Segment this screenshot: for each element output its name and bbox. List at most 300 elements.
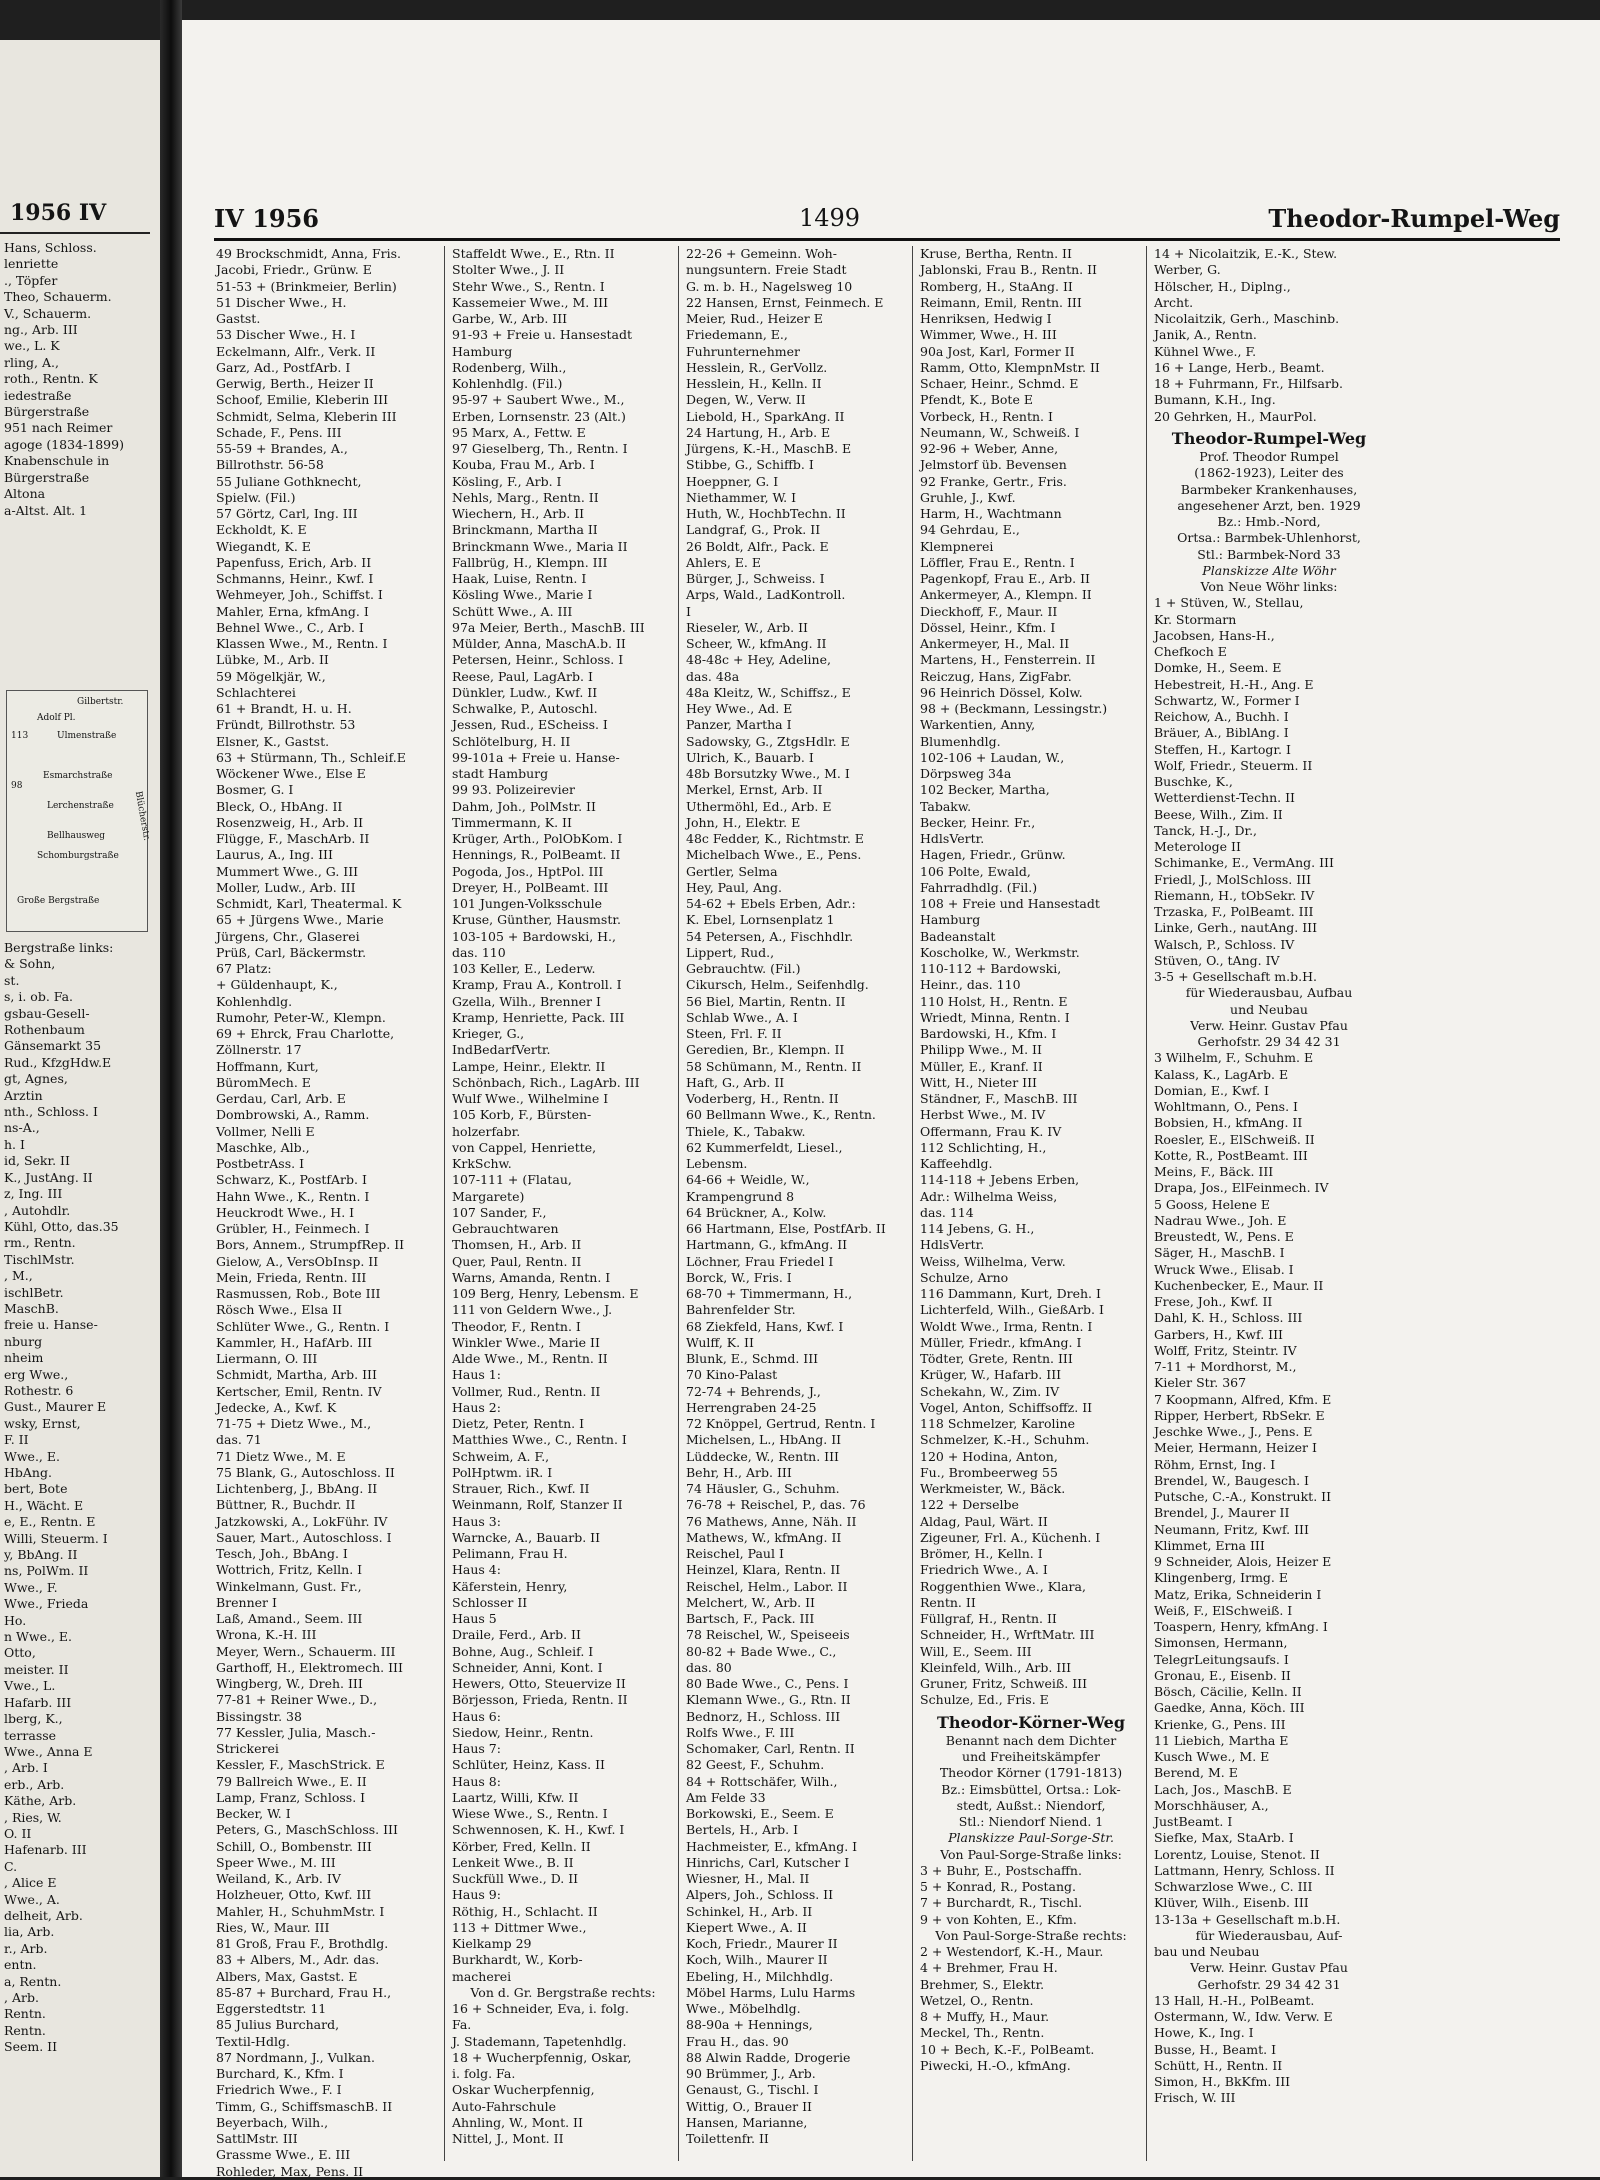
entry-line: Ebeling, H., Milchhdlg. <box>686 1968 834 1984</box>
entry-line: 62 Kummerfeldt, Liesel., <box>686 1139 843 1155</box>
entry-line: Reischel, Helm., Labor. II <box>686 1578 848 1594</box>
entry-line: r., Arb. <box>4 1940 48 1956</box>
entry-line: Domke, H., Seem. E <box>1154 660 1282 676</box>
map-label: Bellhausweg <box>47 831 106 841</box>
entry-line: 5 + Konrad, R., Postang. <box>920 1879 1077 1894</box>
entry-line: 105 Korb, F., Bürsten- <box>452 1107 592 1123</box>
entry-line: Reiczug, Hans, ZigFabr. <box>920 668 1072 684</box>
entry-line: entn. <box>4 1957 37 1973</box>
entry-line: Fu., Brombeerweg 55 <box>920 1464 1058 1480</box>
entry-line: , Ries, W. <box>4 1809 62 1825</box>
entry-line: 14 + Nicolaitzik, E.-K., Stew. <box>1154 246 1338 261</box>
entry-line: 101 Jungen-Volksschule <box>452 896 603 911</box>
entry-line: 51 Discher Wwe., H. <box>216 294 347 310</box>
entry-line: Schmanns, Heinr., Kwf. I <box>216 571 374 586</box>
entry-line: Ulrich, K., Bauarb. I <box>686 749 814 765</box>
entry-line: Liermann, O. III <box>216 1351 318 1366</box>
entry-line: 103 Keller, E., Lederw. <box>452 961 596 976</box>
entry-line: Roesler, E., ElSchweiß. II <box>1154 1131 1315 1147</box>
entry-line: Geredien, Br., Klempn. II <box>686 1042 845 1058</box>
entry-line: 22-26 + Gemeinn. Woh- <box>686 246 837 261</box>
entry-line: n Wwe., E. <box>4 1629 72 1645</box>
entry-line: iedestraße <box>4 387 72 403</box>
entry-line: Schwennosen, K. H., Kwf. I <box>452 1822 625 1838</box>
entry-line: Haft, G., Arb. II <box>686 1074 785 1090</box>
entry-line: Gruhle, J., Kwf. <box>920 489 1016 505</box>
entry-line: Philipp Wwe., M. II <box>920 1042 1042 1058</box>
entry-line: Neumann, W., Schweiß. I <box>920 424 1080 440</box>
entry-line: Chefkoch E <box>1154 644 1227 659</box>
entry-line: Schlab Wwe., A. I <box>686 1009 798 1025</box>
entry-line: Merkel, Ernst, Arb. II <box>686 782 823 798</box>
entry-line: Käferstein, Henry, <box>452 1578 568 1594</box>
entry-line: Löchner, Frau Friedel I <box>686 1253 834 1269</box>
entry-line: Lichterfeld, Wilh., GießArb. I <box>920 1302 1104 1318</box>
entry-line: Wöckener Wwe., Else E <box>216 766 366 781</box>
left-page-rule <box>0 232 150 234</box>
entry-line: 18 + Fuhrmann, Fr., Hilfsarb. <box>1154 376 1343 391</box>
entry-line: Schneider, H., WrftMatr. III <box>920 1627 1095 1643</box>
entry-line: Klassen Wwe., M., Rentn. I <box>216 636 388 651</box>
entry-line: Mülder, Anna, MaschA.b. II <box>452 636 626 651</box>
entry-line: Ankermeyer, A., Klempn. II <box>920 587 1092 603</box>
entry-line: O. II <box>4 1825 32 1841</box>
entry-line: 4 + Brehmer, Frau H. <box>920 1960 1058 1976</box>
entry-line: Garthoff, H., Elektromech. III <box>216 1659 403 1675</box>
entry-line: Toaspern, Henry, kfmAng. I <box>1154 1619 1328 1634</box>
entry-line: Käthe, Arb. <box>4 1793 77 1809</box>
entry-line: Friedrich Wwe., A. I <box>920 1562 1048 1578</box>
entry-line: Beese, Wilh., Zim. II <box>1154 806 1283 822</box>
entry-line: 74 Häusler, G., Schuhm. <box>686 1481 840 1496</box>
entry-line: Bz.: Hmb.-Nord, <box>1217 514 1321 529</box>
entry-line: Rolfs Wwe., F. III <box>686 1724 795 1740</box>
entry-line: Becker, Heinr. Fr., <box>920 814 1036 830</box>
entry-line: Garbe, W., Arb. III <box>452 311 568 326</box>
entry-line: Kruse, Bertha, Rentn. II <box>920 246 1072 261</box>
entry-line: Oskar Wucherpfennig, <box>452 2082 595 2098</box>
entry-line: 90a Jost, Karl, Former II <box>920 343 1075 359</box>
entry-line: 60 Bellmann Wwe., K., Rentn. <box>686 1107 876 1123</box>
entry-line: Gerdau, Carl, Arb. E <box>216 1091 346 1106</box>
entry-line: Gerwig, Berth., Heizer II <box>216 376 374 391</box>
entry-line: 71 Dietz Wwe., M. E <box>216 1448 346 1464</box>
page-number: 1499 <box>799 204 861 232</box>
entry-line: Röthig, H., Schlacht. II <box>452 1903 598 1919</box>
entry-line: Gust., Maurer E <box>4 1399 107 1415</box>
entry-line: Pelimann, Frau H. <box>452 1546 568 1561</box>
entry-line: Klüver, Wilh., Eisenb. III <box>1154 1895 1309 1911</box>
entry-line: Niethammer, W. I <box>686 489 797 505</box>
entry-line: 24 Hartung, H., Arb. E <box>686 424 831 440</box>
entry-line: terrasse <box>4 1727 57 1743</box>
entry-line: Herbst Wwe., M. IV <box>920 1107 1046 1123</box>
entry-line: Tabakw. <box>920 798 972 814</box>
entry-line: Margarete) <box>452 1188 525 1204</box>
entry-line: Kramp, Henriette, Pack. III <box>452 1009 625 1025</box>
entry-line: Stolter Wwe., J. II <box>452 262 565 278</box>
entry-line: Lüddecke, W., Rentn. III <box>686 1448 839 1464</box>
entry-line: Heinr., das. 110 <box>920 977 1021 993</box>
entry-line: Wingberg, W., Dreh. III <box>216 1676 363 1691</box>
entry-line: bert, Bote <box>4 1481 68 1497</box>
entry-line: 85 Julius Burchard, <box>216 2017 340 2033</box>
entry-line: Von Neue Wöhr links: <box>1200 579 1338 594</box>
entry-line: 76-78 + Reischel, P., das. 76 <box>686 1497 866 1513</box>
entry-line: nth., Schloss. I <box>4 1104 98 1120</box>
entry-line: Kotte, R., PostBeamt. III <box>1154 1147 1308 1163</box>
entry-line: Planskizze Alte Wöhr <box>1202 562 1336 578</box>
entry-line: Nehls, Marg., Rentn. II <box>452 489 599 505</box>
entry-line: Piwecki, H.-O., kfmAng. <box>920 2057 1071 2073</box>
entry-line: Grübler, H., Feinmech. I <box>216 1221 370 1236</box>
entry-line: , Alice E <box>4 1875 57 1891</box>
entry-line: Jürgens, K.-H., MaschB. E <box>686 441 852 456</box>
entry-line: Kohlenhdlg. <box>216 993 293 1009</box>
entry-line: Seem. II <box>4 2039 58 2055</box>
entry-line: 107 Sander, F., <box>452 1204 547 1220</box>
entry-line: Bürger, J., Schweiss. I <box>686 571 825 586</box>
entry-line: Bahrenfelder Str. <box>686 1302 796 1318</box>
entry-line: 113 + Dittmer Wwe., <box>452 1919 587 1935</box>
entry-line: 118 Schmelzer, Karoline <box>920 1416 1075 1431</box>
entry-line: Breustedt, W., Pens. E <box>1154 1229 1294 1244</box>
entry-line: Eggerstedtstr. 11 <box>216 2001 327 2016</box>
entry-line: Brendel, J., Maurer II <box>1154 1505 1290 1521</box>
entry-line: BüromMech. E <box>216 1074 311 1090</box>
entry-line: Simon, H., BkKfm. III <box>1154 2074 1291 2089</box>
entry-line: Wwe., A. <box>4 1891 60 1907</box>
entry-line: das. 80 <box>686 1659 732 1675</box>
entry-line: 116 Dammann, Kurt, Dreh. I <box>920 1286 1101 1301</box>
entry-line: ischlBetr. <box>4 1284 64 1300</box>
entry-line: Kieler Str. 367 <box>1154 1375 1247 1391</box>
entry-line: Altona <box>4 486 46 502</box>
entry-line: Pogoda, Jos., HptPol. III <box>452 863 604 879</box>
entry-line: Säger, H., MaschB. I <box>1154 1245 1285 1261</box>
entry-line: erb., Arb. <box>4 1776 65 1792</box>
entry-line: Jessen, Rud., EScheiss. I <box>452 717 608 733</box>
entry-line: 7 + Burchardt, R., Tischl. <box>920 1895 1083 1911</box>
entry-line: ns, PolWm. II <box>4 1563 89 1579</box>
entry-line: Ramm, Otto, KlempnMstr. II <box>920 359 1100 375</box>
entry-line: Nicolaitzik, Gerh., Maschinb. <box>1154 311 1340 326</box>
entry-line: ., Töpfer <box>4 272 58 288</box>
entry-line: Reichow, A., Buchh. I <box>1154 709 1289 724</box>
entry-line: 54-62 + Ebels Erben, Adr.: <box>686 896 856 911</box>
entry-line: Bumann, K.H., Ing. <box>1154 392 1276 408</box>
entry-line: , Arb. <box>4 1990 39 2005</box>
entry-line: Hahn Wwe., K., Rentn. I <box>216 1188 370 1204</box>
entry-line: 109 Berg, Henry, Lebensm. E <box>452 1286 639 1301</box>
entry-line: Büttner, R., Buchdr. II <box>216 1497 356 1513</box>
entry-line: 81 Groß, Frau F., Brothdlg. <box>216 1936 389 1951</box>
entry-line: Archt. <box>1154 294 1194 310</box>
entry-line: macherei <box>452 1968 512 1984</box>
entry-line: 90 Brümmer, J., Arb. <box>686 2066 816 2081</box>
entry-line: Degen, W., Verw. II <box>686 392 806 408</box>
entry-line: Hamburg <box>920 912 981 928</box>
entry-line: Auto-Fahrschule <box>452 2098 557 2114</box>
entry-line: Koch, Friedr., Maurer II <box>686 1936 838 1951</box>
entry-line: Ries, W., Maur. III <box>216 1919 330 1935</box>
entry-line: Gaedke, Anna, Köch. III <box>1154 1700 1305 1716</box>
entry-line: Beyerbach, Wilh., <box>216 2114 329 2130</box>
entry-line: 9 + von Kohten, E., Kfm. <box>920 1911 1077 1927</box>
entry-line: Moller, Ludw., Arb. III <box>216 879 356 895</box>
entry-line: Wrona, K.-H. III <box>216 1627 317 1643</box>
entry-line: Hans, Schloss. <box>4 240 97 255</box>
entry-line: Kösling Wwe., Marie I <box>452 587 593 603</box>
entry-line: Kruse, Günther, Hausmstr. <box>452 912 621 928</box>
entry-line: lia, Arb. <box>4 1924 55 1940</box>
entry-line: 8 + Muffy, H., Maur. <box>920 2009 1050 2024</box>
entry-line: Schaer, Heinr., Schmd. E <box>920 376 1079 391</box>
page-header <box>214 190 1560 233</box>
entry-line: Knabenschule in <box>4 453 110 469</box>
entry-line: 95 Marx, A., Fettw. E <box>452 424 586 440</box>
entry-line: Werber, G. <box>1154 262 1221 278</box>
entry-line: Martens, H., Fensterrein. II <box>920 652 1096 668</box>
entry-line: Wittig, O., Brauer II <box>686 2098 812 2114</box>
entry-line: 106 Polte, Ewald, <box>920 863 1031 879</box>
entry-line: Riemann, H., tObSekr. IV <box>1154 887 1315 903</box>
entry-line: Meyer, Wern., Schauerm. III <box>216 1643 396 1659</box>
entry-line: freie u. Hanse- <box>4 1317 98 1333</box>
entry-line: Fa. <box>452 2017 472 2033</box>
entry-line: Vollmer, Nelli E <box>216 1123 315 1139</box>
entry-line: Jablonski, Frau B., Rentn. II <box>920 262 1097 278</box>
entry-line: Laurus, A., Ing. III <box>216 847 333 863</box>
entry-line: Winkelmann, Gust. Fr., <box>216 1578 362 1594</box>
entry-line: Meier, Rud., Heizer E <box>686 311 823 326</box>
entry-line: Timmermann, K. II <box>452 814 572 830</box>
entry-line: Michelsen, L., HbAng. II <box>686 1432 842 1448</box>
entry-line: Haus 9: <box>452 1887 501 1903</box>
entry-line: Schweim, A. F., <box>452 1448 550 1464</box>
entry-line: Rentn. II <box>920 1594 976 1610</box>
entry-line: SattlMstr. III <box>216 2131 298 2146</box>
entry-line: 65 + Jürgens Wwe., Marie <box>216 912 384 928</box>
entry-line: Simonsen, Hermann, <box>1154 1635 1288 1651</box>
entry-line: 110 Holst, H., Rentn. E <box>920 993 1068 1009</box>
entry-line: 48b Borsutzky Wwe., M. I <box>686 766 850 781</box>
entry-line: Mummert Wwe., G. III <box>216 863 359 879</box>
entry-line: Rösch Wwe., Elsa II <box>216 1302 343 1318</box>
entry-line: Stl.: Barmbek-Nord 33 <box>1197 546 1341 562</box>
entry-line: John, H., Elektr. E <box>686 814 801 830</box>
entry-line: Woldt Wwe., Irma, Rentn. I <box>920 1318 1093 1334</box>
entry-line: 11 Liebich, Martha E <box>1154 1732 1289 1748</box>
entry-line: Ahnling, W., Mont. II <box>452 2114 583 2130</box>
entry-line: Fallbrüg, H., Klempn. III <box>452 554 608 570</box>
entry-line: 88-90a + Hennings, <box>686 2017 813 2033</box>
street-map-sketch <box>6 690 152 932</box>
entry-line: Schmidt, Selma, Kleberin III <box>216 408 397 424</box>
entry-line: 58 Schümann, M., Rentn. II <box>686 1058 862 1074</box>
entry-line: Warns, Amanda, Rentn. I <box>452 1269 611 1285</box>
entry-line: , Arb. I <box>4 1760 48 1776</box>
entry-line: Röhm, Ernst, Ing. I <box>1154 1456 1276 1472</box>
entry-line: Dössel, Heinr., Kfm. I <box>920 619 1056 635</box>
entry-line: Löffler, Frau E., Rentn. I <box>920 554 1075 570</box>
entry-line: 114 Jebens, G. H., <box>920 1221 1035 1236</box>
entry-line: Schwartz, W., Former I <box>1154 692 1300 708</box>
entry-line: 111 von Geldern Wwe., J. <box>452 1302 613 1318</box>
entry-line: Harm, H., Wachtmann <box>920 506 1062 521</box>
entry-line: Jedecke, A., Kwf. K <box>216 1399 337 1415</box>
entry-line: 112 Schlichting, H., <box>920 1139 1047 1155</box>
entry-line: Wwe., Möbelhdlg. <box>686 2001 801 2016</box>
entry-line: 84 + Rottschäfer, Wilh., <box>686 1773 838 1789</box>
entry-line: 79 Ballreich Wwe., E. II <box>216 1773 367 1789</box>
header-rule <box>214 238 1560 241</box>
entry-line: Hafarb. III <box>4 1694 72 1710</box>
entry-line: Von Paul-Sorge-Straße links: <box>940 1846 1122 1862</box>
entry-line: Haus 7: <box>452 1741 501 1756</box>
entry-line: 70 Kino-Palast <box>686 1367 778 1383</box>
entry-line: a-Altst. Alt. 1 <box>4 502 88 518</box>
entry-line: Alde Wwe., M., Rentn. II <box>452 1351 608 1366</box>
entry-line: Bergstraße links: <box>4 940 114 955</box>
entry-line: Meterologe II <box>1154 839 1241 854</box>
entry-line: 67 Platz: <box>216 961 272 976</box>
entry-line: Mein, Frieda, Rentn. III <box>216 1269 367 1285</box>
entry-line: Alpers, Joh., Schloss. II <box>686 1887 834 1903</box>
entry-line: Schlüter, Heinz, Kass. II <box>452 1757 605 1773</box>
entry-line: Wehmeyer, Joh., Schiffst. I <box>216 587 383 603</box>
entry-line: Ostermann, W., Idw. Verw. E <box>1154 2009 1333 2024</box>
entry-line: G. m. b. H., Nagelsweg 10 <box>686 278 853 294</box>
entry-line: 64-66 + Weidle, W., <box>686 1172 810 1188</box>
entry-line: HdlsVertr. <box>920 831 985 846</box>
entry-line: 107-111 + (Flatau, <box>452 1172 572 1188</box>
entry-line: 48-48c + Hey, Adeline, <box>686 652 831 668</box>
entry-line: Benannt nach dem Dichter <box>945 1732 1117 1748</box>
entry-line: 99 93. Polizeirevier <box>452 782 575 798</box>
entry-line: Kouba, Frau M., Arb. I <box>452 457 595 473</box>
entry-line: lberg, K., <box>4 1711 63 1727</box>
entry-line: Bednorz, H., Schloss. III <box>686 1708 841 1724</box>
entry-line: Suckfüll Wwe., D. II <box>452 1871 579 1886</box>
entry-line: Scheer, W., kfmAng. II <box>686 636 827 651</box>
entry-line: Bürgerstraße <box>4 469 90 485</box>
entry-line: Vwe., L. <box>4 1678 56 1694</box>
entry-line: 3 Wilhelm, F., Schuhm. E <box>1154 1050 1314 1066</box>
entry-line: Am Felde 33 <box>686 1789 766 1805</box>
entry-line: Wolff, Fritz, Steintr. IV <box>1154 1342 1297 1358</box>
entry-line: 83 + Albers, M., Adr. das. <box>216 1952 380 1968</box>
map-label: 98 <box>11 781 23 791</box>
entry-line: Stüven, O., tAng. IV <box>1154 952 1280 968</box>
entry-line: 54 Petersen, A., Fischhdlr. <box>686 928 854 944</box>
entry-line: Papenfuss, Erich, Arb. II <box>216 554 372 570</box>
entry-line: delheit, Arb. <box>4 1907 83 1923</box>
entry-line: Hinrichs, Carl, Kutscher I <box>686 1854 850 1870</box>
entry-line: 122 + Derselbe <box>920 1497 1019 1513</box>
entry-line: Wiegandt, K. E <box>216 538 311 554</box>
entry-line: Schütt, H., Rentn. II <box>1154 2057 1283 2073</box>
entry-line: Hesslein, R., GerVollz. <box>686 359 828 375</box>
entry-line: Heuckrodt Wwe., H. I <box>216 1204 355 1220</box>
entry-line: roth., Rentn. K <box>4 371 98 387</box>
entry-line: Gertler, Selma <box>686 863 778 879</box>
entry-line: Sauer, Mart., Autoschloss. I <box>216 1529 392 1545</box>
entry-line: Krienke, G., Pens. III <box>1154 1716 1286 1732</box>
entry-line: Tesch, Joh., BbAng. I <box>216 1546 348 1561</box>
entry-line: 3 + Buhr, E., Postschaffn. <box>920 1862 1082 1878</box>
entry-line: Garz, Ad., PostfArb. I <box>216 359 351 375</box>
entry-line: 75 Blank, G., Autoschloss. II <box>216 1464 395 1480</box>
entry-line: Aldag, Paul, Wärt. II <box>920 1513 1048 1529</box>
entry-line: 68 Ziekfeld, Hans, Kwf. I <box>686 1318 844 1334</box>
entry-line: Buschke, K., <box>1154 774 1233 789</box>
entry-line: Friedl, J., MolSchloss. III <box>1154 871 1312 887</box>
entry-line: Schütt Wwe., A. III <box>452 603 573 619</box>
entry-line: Peters, G., MaschSchloss. III <box>216 1822 398 1838</box>
entry-line: Neumann, Fritz, Kwf. III <box>1154 1521 1309 1537</box>
entry-line: Borkowski, E., Seem. E <box>686 1806 834 1821</box>
entry-line: Behnel Wwe., C., Arb. I <box>216 619 364 635</box>
column-3 <box>686 246 908 2166</box>
entry-line: agoge (1834-1899) <box>4 436 124 452</box>
entry-line: Rieseler, W., Arb. II <box>686 619 808 635</box>
entry-line: Domian, E., Kwf. I <box>1154 1082 1269 1098</box>
entry-line: J. Stademann, Tapetenhdlg. <box>452 2033 627 2049</box>
left-page-lower-entries <box>4 940 154 2056</box>
entry-line: Tödter, Grete, Rentn. III <box>920 1351 1073 1366</box>
entry-line: Haak, Luise, Rentn. I <box>452 571 587 586</box>
entry-line: Bissingstr. 38 <box>216 1708 302 1724</box>
street-heading: Theodor-Rumpel-Weg <box>1171 428 1367 448</box>
entry-line: und Freiheitskämpfer <box>962 1749 1100 1764</box>
entry-line: Gebrauchtwaren <box>452 1221 559 1236</box>
entry-line: TelegrLeitungsaufs. I <box>1154 1651 1289 1667</box>
entry-line: Warkentien, Anny, <box>920 717 1036 733</box>
entry-line: 102 Becker, Martha, <box>920 782 1050 798</box>
entry-line: Hansen, Marianne, <box>686 2114 808 2130</box>
entry-line: (1862-1923), Leiter des <box>1194 465 1344 481</box>
entry-line: Janik, A., Rentn. <box>1154 327 1257 343</box>
entry-line: Voderberg, H., Rentn. II <box>686 1091 839 1106</box>
entry-line: Lichtenberg, J., BbAng. II <box>216 1481 378 1496</box>
entry-line: Speer Wwe., M. III <box>216 1854 336 1870</box>
entry-line: Toilettenfr. II <box>686 2131 769 2146</box>
entry-line: Meins, F., Bäck. III <box>1154 1164 1274 1179</box>
entry-line: Kielkamp 29 <box>452 1936 532 1951</box>
entry-line: 76 Mathews, Anne, Näh. II <box>686 1513 857 1529</box>
entry-line: Klingenberg, Irmg. E <box>1154 1570 1288 1586</box>
entry-line: 3-5 + Gesellschaft m.b.H. <box>1154 969 1317 984</box>
entry-line: Textil-Hdlg. <box>216 2033 290 2049</box>
entry-line: we., L. K <box>4 338 60 354</box>
entry-line: Hölscher, H., Diplng., <box>1154 278 1291 294</box>
entry-line: I <box>686 603 691 619</box>
entry-line: Friedemann, E., <box>686 327 788 343</box>
entry-line: wsky, Ernst, <box>4 1415 81 1431</box>
entry-line: Steffen, H., Kartogr. I <box>1154 741 1291 757</box>
entry-line: 80 Bade Wwe., C., Pens. I <box>686 1676 849 1691</box>
entry-line: Jacobi, Friedr., Grünw. E <box>216 262 372 278</box>
entry-line: Arps, Wald., LadKontroll. <box>686 587 846 603</box>
directory-page <box>182 20 1600 2177</box>
entry-line: Witt, H., Nieter III <box>920 1074 1037 1090</box>
entry-line: Hoeppner, G. I <box>686 473 779 489</box>
street-heading: Theodor-Körner-Weg <box>936 1712 1125 1732</box>
entry-line: gsbau-Gesell- <box>4 1005 90 1021</box>
column-4 <box>920 246 1142 2166</box>
entry-line: Melchert, W., Arb. II <box>686 1594 815 1610</box>
